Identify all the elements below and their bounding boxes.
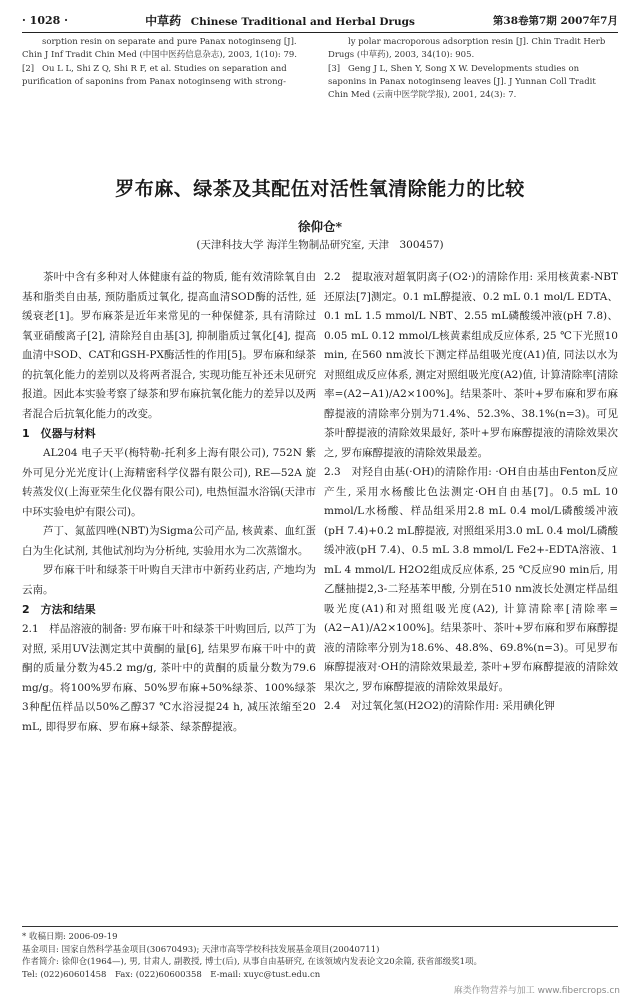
journal-name-cn: 中草药 (145, 13, 182, 28)
section-heading-1: 1 仪器与材料 (22, 427, 96, 440)
reference-index: [3] (328, 64, 341, 74)
footnote-fund: 基金项目: 国家自然科学基金项目(30670493); 天津市高等学校科技发展基金项目(20040711) (22, 944, 380, 955)
page-header (22, 8, 618, 33)
body-right-column (324, 268, 618, 908)
body-left-column (22, 268, 316, 908)
intro-paragraph: 茶叶中含有多种对人体健康有益的物质, 能有效清除氧自由基和脂类自由基, 预防脂质过氧化, 提高血清SOD酶的活性, 延缓衰老[1]。罗布麻茶是近年来常见的一种保健茶, 具有清除过氧亚硝酸离子[2], 清除羟自由基[3], 抑制脂质过氧化[4], 提高血清中SOD、CAT和GSH-PX酶活性的作用[5]。罗布麻和绿茶的抗氧化能力的差别以及将两者混合, 实现功能互补还未见研究报道。因此本实验考察了绿茶和罗布麻抗氧化能力的差异以及两者混合后抗氧化能力的改变。 (22, 271, 316, 420)
references-right-column (328, 36, 618, 103)
reference-item (328, 36, 618, 62)
references-left-column (22, 36, 312, 103)
instruments-paragraph: AL204 电子天平(梅特勒-托利多上海有限公司), 752N 紫外可见分光光度计(上海精密科学仪器有限公司), RE—52A 旋转蒸发仪(上海亚荣生化仪器有限公司), 电热恒温水浴锅(天津市中环实验电炉有限公司)。 (22, 447, 316, 518)
materials-paragraph: 罗布麻干叶和绿茶干叶购自天津市中新药业药店, 产地均为云南。 (22, 564, 316, 596)
watermark: 麻类作物营养与加工 www.fibercrops.cn (453, 986, 620, 996)
footnote-received: * 收稿日期: 2006-09-19 (22, 932, 118, 942)
article-title: 罗布麻、绿茶及其配伍对活性氧清除能力的比较 (115, 178, 525, 200)
journal-name-en: Chinese Traditional and Herbal Drugs (190, 15, 415, 28)
issue-info: 第38卷第7期 2007年7月 (492, 14, 618, 27)
footnote-contact: Tel: (022)60601458 Fax: (022)60600358 E-mail: xuyc@tust.edu.cn (22, 969, 321, 980)
reference-item (22, 36, 312, 62)
reference-text: Geng J L, Shen Y, Song X W. Developments studies on saponins in Panax notoginseng leaves [J]. J Yunnan Coll Tradit Chin Med (云南中医学院学报), 2001, 24(3): 7. (328, 64, 596, 100)
page-number: · 1028 · (22, 13, 68, 27)
section-2-4-paragraph: 2.4 对过氧化氢(H2O2)的清除作用: 采用碘化钾 (324, 700, 555, 712)
reference-item (22, 63, 312, 89)
article-body (22, 268, 618, 908)
top-references (22, 36, 618, 103)
footnote (22, 926, 618, 981)
reference-item (328, 63, 618, 102)
author-affiliation: (天津科技大学 海洋生物制品研究室, 天津 300457) (196, 239, 444, 251)
reference-index: [2] (22, 64, 35, 74)
section-2-2-paragraph: 2.2 提取液对超氧阴离子(O2·)的清除作用: 采用核黄素-NBT还原法[7]测定。0.1 mL醇提液、0.2 mL 0.1 mol/L EDTA、0.1 mL 1.5 mmol/L NBT、2.55 mL磷酸缓冲液(pH 7.8)、0.05 mL 0.12 mmol/L核黄素组成反应体系, 25 ℃下光照10 min, 在560 nm波长下测定样品组吸光度(A1)值, 同法以水为对照组成反应体系, 测定对照组吸光度(A2)值, 计算清除率[清除率=(A2−A1)/A2×100%]。结果茶叶、茶叶+罗布麻和罗布麻醇提液的清除率分别为71.4%、52.3%、38.1%(n=3)。可见茶叶醇提液的清除效果最好, 茶叶+罗布麻醇提液的清除效果次之, 罗布麻醇提液的清除效果最差。 (324, 271, 618, 459)
reference-text: sorption resin on separate and pure Panax notoginseng [J]. Chin J Inf Tradit Chin Med (中国中医药信息杂志), 2003, 1(10): 79. (22, 37, 298, 60)
reagents-paragraph: 芦丁、氮蓝四唑(NBT)为Sigma公司产品, 核黄素、血红蛋白为生化试剂, 其他试剂均为分析纯, 实验用水为二次蒸馏水。 (22, 525, 316, 557)
reference-text: Ou L L, Shi Z Q, Shi R F, et al. Studies on separation and purification of saponins from Panax notoginseng with strong- (22, 64, 287, 87)
section-2-3-paragraph: 2.3 对羟自由基(·OH)的清除作用: ·OH自由基由Fenton反应产生, 采用水杨酸比色法测定·OH自由基[7]。0.5 mL 10 mmol/L水杨酸、样品组采用2.8 mL 0.4 mol/L磷酸缓冲液(pH 7.4)+0.2 mL醇提液, 对照组采用3.0 mL 0.4 mol/L磷酸缓冲液(pH 7.4)、0.5 mL 3.8 mmol/L Fe2+-EDTA溶液、1 mL 4 mmol/L H2O2组成反应体系, 25 ℃反应90 min后, 用乙醚抽提2,3-二羟基苯甲酸, 分别在510 nm波长处测定样品组吸光度(A1)和对照组吸光度(A2), 计算清除率[清除率=(A2−A1)/A2×100%]。结果茶叶、茶叶+罗布麻和罗布麻醇提液的清除率分别为18.6%、48.8%、69.8%(n=3)。可见罗布麻醇提液对·OH的清除效果最差, 茶叶+罗布麻醇提液的清除效果次之, 罗布麻醇提液的清除效果最好。 (324, 466, 618, 693)
reference-text: ly polar macroporous adsorption resin [J]. Chin Tradit Herb Drugs (中草药), 2003, 34(10): 905. (328, 37, 606, 60)
journal-name (92, 12, 468, 29)
footnote-bio: 作者简介: 徐仰仓(1964—), 男, 甘肃人, 副教授, 博士(后), 从事自由基研究, 在该领域内发表论文20余篇, 获省部级奖1项。 (22, 957, 483, 967)
article-author: 徐仰仓* (297, 219, 343, 234)
section-heading-2: 2 方法和结果 (22, 603, 96, 616)
section-2-1-paragraph: 2.1 样品溶液的制备: 罗布麻干叶和绿茶干叶购回后, 以芦丁为对照, 采用UV法测定其中黄酮的量[6], 结果罗布麻干叶中的黄酮的质量分数为45.2 mg/g, 茶叶中的黄酮的质量分数为79.6 mg/g。将100%罗布麻、50%罗布麻+50%绿茶、100%绿茶3种配伍样品以50%乙醇37 ℃水浴浸提24 h, 减压浓缩至20 mL, 即得罗布麻、罗布麻+绿茶、绿茶醇提液。 (22, 623, 316, 733)
